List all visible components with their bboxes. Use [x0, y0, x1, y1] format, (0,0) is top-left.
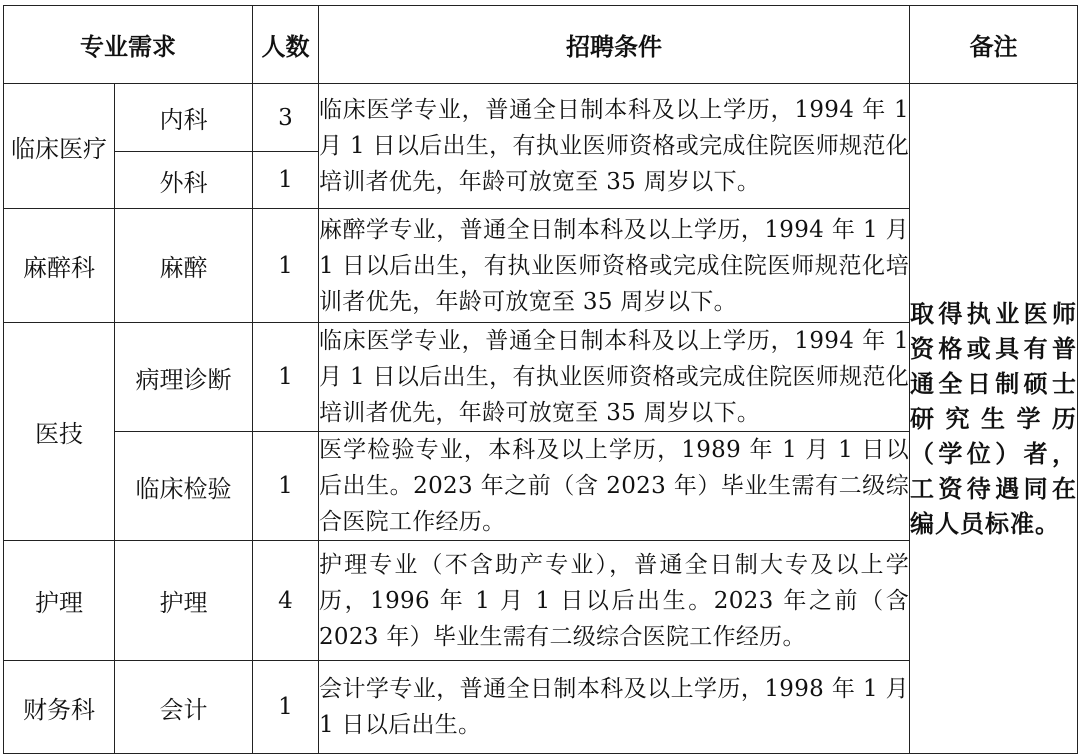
category-cell: 麻醉科 — [4, 209, 115, 323]
sub-major-cell: 内科 — [115, 84, 253, 152]
sub-major-cell: 病理诊断 — [115, 323, 253, 432]
table-row — [4, 84, 1078, 152]
conditions-cell: 会计学专业，普通全日制本科及以上学历，1998 年 1 月 1 日以后出生。 — [319, 661, 910, 754]
header-row — [4, 6, 1078, 84]
header-conditions: 招聘条件 — [319, 6, 910, 84]
header-major: 专业需求 — [4, 6, 253, 84]
recruitment-table — [3, 5, 1078, 754]
count-cell: 1 — [253, 432, 319, 541]
conditions-cell: 临床医学专业，普通全日制本科及以上学历，1994 年 1 月 1 日以后出生，有执业医师资格或完成住院医师规范化培训者优先，年龄可放宽至 35 周岁以下。 — [319, 84, 910, 209]
count-cell: 4 — [253, 541, 319, 661]
remark-cell: 取得执业医师资格或具有普通全日制硕士研究生学历（学位）者，工资待遇同在编人员标准。 — [910, 84, 1078, 754]
conditions-cell: 临床医学专业，普通全日制本科及以上学历，1994 年 1 月 1 日以后出生，有执业医师资格或完成住院医师规范化培训者优先，年龄可放宽至 35 周岁以下。 — [319, 323, 910, 432]
conditions-cell: 麻醉学专业，普通全日制本科及以上学历，1994 年 1 月 1 日以后出生，有执业医师资格或完成住院医师规范化培训者优先，年龄可放宽至 35 周岁以下。 — [319, 209, 910, 323]
header-count: 人数 — [253, 6, 319, 84]
count-cell: 3 — [253, 84, 319, 152]
conditions-cell: 医学检验专业，本科及以上学历，1989 年 1 月 1 日以后出生。2023 年之前（含 2023 年）毕业生需有二级综合医院工作经历。 — [319, 432, 910, 541]
category-cell: 临床医疗 — [4, 84, 115, 209]
count-cell: 1 — [253, 209, 319, 323]
count-cell: 1 — [253, 661, 319, 754]
header-remarks: 备注 — [910, 6, 1078, 84]
category-cell: 财务科 — [4, 661, 115, 754]
sub-major-cell: 麻醉 — [115, 209, 253, 323]
category-cell: 医技 — [4, 323, 115, 541]
sub-major-cell: 会计 — [115, 661, 253, 754]
count-cell: 1 — [253, 323, 319, 432]
sub-major-cell: 护理 — [115, 541, 253, 661]
category-cell: 护理 — [4, 541, 115, 661]
sub-major-cell: 临床检验 — [115, 432, 253, 541]
conditions-cell: 护理专业（不含助产专业），普通全日制大专及以上学历，1996 年 1 月 1 日以后出生。2023 年之前（含 2023 年）毕业生需有二级综合医院工作经历。 — [319, 541, 910, 661]
sub-major-cell: 外科 — [115, 152, 253, 209]
count-cell: 1 — [253, 152, 319, 209]
